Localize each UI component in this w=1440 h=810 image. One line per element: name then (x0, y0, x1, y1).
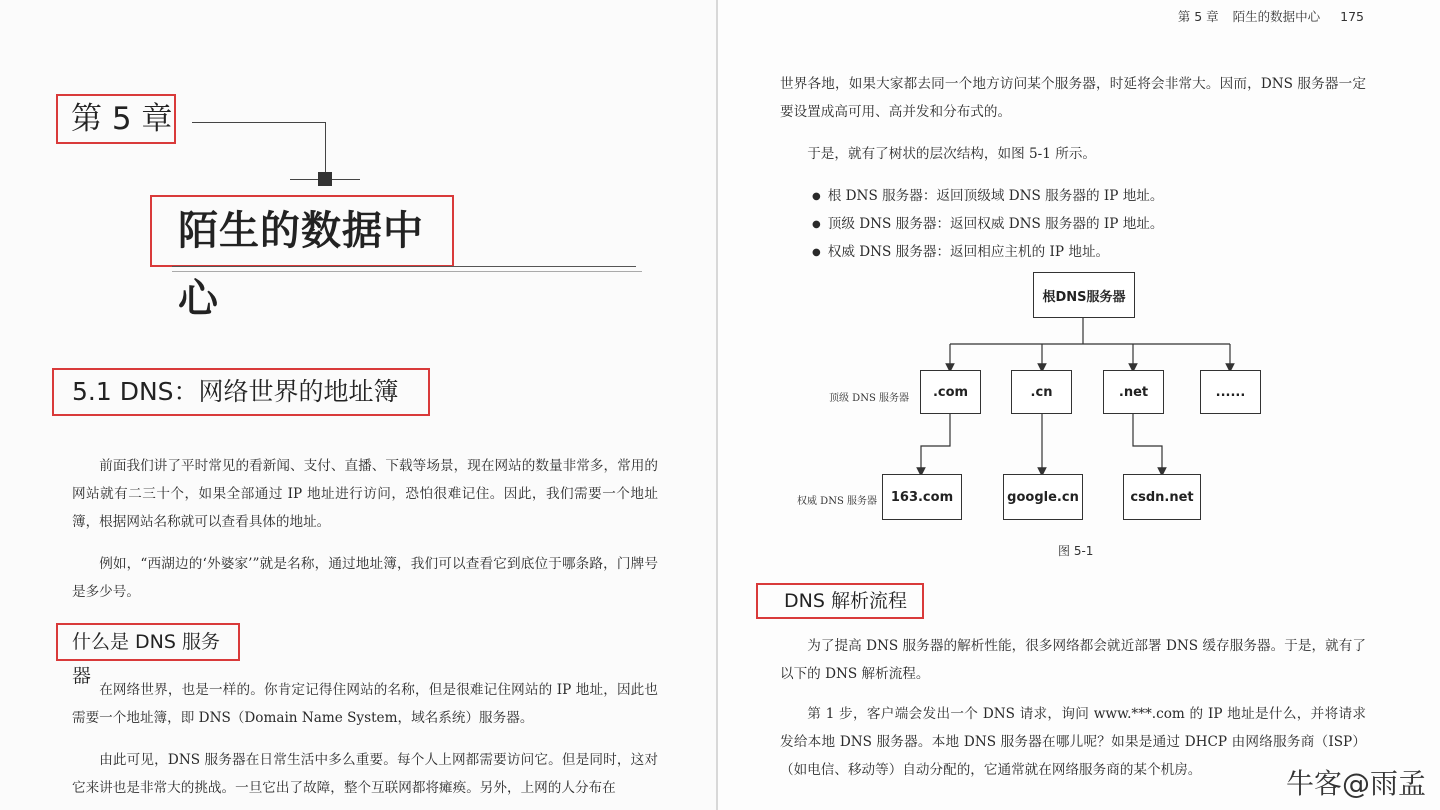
tld-tier-label: 顶级 DNS 服务器 (829, 393, 909, 404)
watermark: 牛客@雨孟 (1285, 767, 1426, 800)
page-number: 175 (1340, 9, 1364, 24)
paragraph-1: 前面我们讲了平时常见的看新闻、支付、直播、下载等场景，现在网站的数量非常多，常用的网站就有二三十个，如果全部通过 IP 地址进行访问，恐怕很难记住。因此，我们需要一个地址簿，根据网站名称就可以查看具体的地址。 (72, 458, 658, 530)
tld-node-cn: .cn (1011, 370, 1072, 414)
auth-tier-label: 权威 DNS 服务器 (797, 496, 877, 507)
auth-node-163: 163.com (882, 474, 962, 520)
tld-node-net: .net (1103, 370, 1164, 414)
paragraph-flow-2: 第 1 步，客户端会发出一个 DNS 请求，询问 www.***.com 的 IP 地址是什么，并将请求发给本地 DNS 服务器。本地 DNS 服务器在哪儿呢？如果是通过 DHCP 由网络服务商（ISP）（如电信、移动等）自动分配的，它通常就在网络服务商的某个机房。 (780, 706, 1366, 778)
paragraph-4: 由此可见，DNS 服务器在日常生活中多么重要。每个人上网都需要访问它。但是同时，这对它来讲也是非常大的挑战。一旦它出了故障，整个互联网都将瘫痪。另外，上网的人分布在 (72, 752, 658, 796)
paragraph-flow-1: 为了提高 DNS 服务器的解析性能，很多网络都会就近部署 DNS 缓存服务器。于是，就有了以下的 DNS 解析流程。 (780, 638, 1366, 682)
section-title-flow: DNS 解析流程 (756, 583, 924, 619)
paragraph-continued: 世界各地，如果大家都去同一个地方访问某个服务器，时延将会非常大。因而，DNS 服务器一定要设置成高可用、高并发和分布式的。 (780, 76, 1366, 120)
figure-caption: 图 5-1 (1058, 544, 1094, 558)
chapter-title: 陌生的数据中心 (150, 195, 454, 267)
paragraph-intro: 于是，就有了树状的层次结构，如图 5-1 所示。 (807, 146, 1097, 162)
paragraph-2: 例如，“西湖边的‘外婆家’”就是名称，通过地址簿，我们可以查看它到底位于哪条路，门牌号是多少号。 (72, 556, 658, 600)
tld-node-more: ...... (1200, 370, 1261, 414)
section-title: 5.1 DNS：网络世界的地址簿 (52, 368, 430, 416)
subsection-title: 什么是 DNS 服务器 (56, 623, 240, 661)
auth-node-csdn: csdn.net (1123, 474, 1201, 520)
header-chapter: 第 5 章 (1177, 9, 1219, 24)
bullet-2: ● 顶级 DNS 服务器：返回权威 DNS 服务器的 IP 地址。 (812, 212, 1163, 232)
chapter-label: 第 5 章 (56, 94, 176, 144)
paragraph-3: 在网络世界，也是一样的。你肯定记得住网站的名称，但是很难记住网站的 IP 地址，因此也需要一个地址簿，即 DNS（Domain Name System，域名系统）服务器。 (72, 682, 658, 726)
auth-node-google: google.cn (1003, 474, 1083, 520)
header-title: 陌生的数据中心 (1232, 9, 1321, 24)
root-dns-node: 根DNS服务器 (1033, 272, 1135, 318)
bullet-1: ● 根 DNS 服务器：返回顶级域 DNS 服务器的 IP 地址。 (812, 184, 1163, 204)
bullet-3: ● 权威 DNS 服务器：返回相应主机的 IP 地址。 (812, 240, 1109, 260)
tld-node-com: .com (920, 370, 981, 414)
